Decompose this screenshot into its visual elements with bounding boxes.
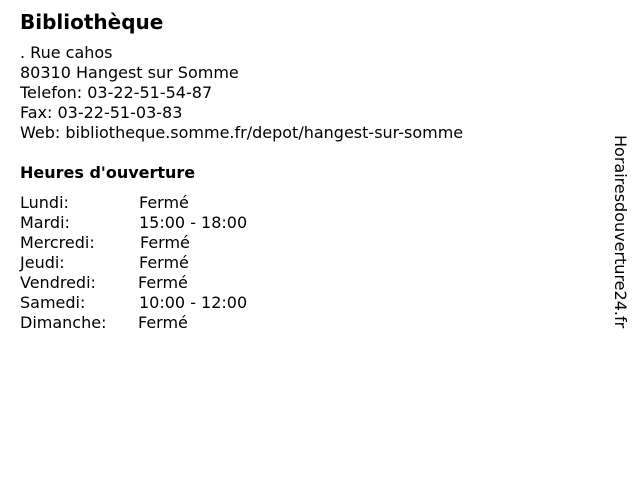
day-hours: Fermé xyxy=(139,193,189,212)
day-hours: 15:00 - 18:00 xyxy=(139,213,248,232)
day-label: Vendredi: xyxy=(20,273,96,292)
hours-row-friday xyxy=(20,273,580,293)
hours-row-tuesday xyxy=(20,213,580,233)
hours-row-wednesday xyxy=(20,233,580,253)
address-block xyxy=(20,43,580,143)
street-address: . Rue cahos xyxy=(20,43,113,62)
opening-hours-heading: Heures d'ouverture xyxy=(20,163,196,182)
fax-number: Fax: 03-22-51-03-83 xyxy=(20,103,183,122)
hours-row-saturday xyxy=(20,293,580,313)
phone-number: Telefon: 03-22-51-54-87 xyxy=(20,83,213,102)
day-hours: Fermé xyxy=(140,233,190,252)
city-line: 80310 Hangest sur Somme xyxy=(20,63,239,82)
opening-hours-table xyxy=(20,193,580,333)
day-hours: Fermé xyxy=(138,273,188,292)
website-line: Web: bibliotheque.somme.fr/depot/hangest-sur-somme xyxy=(20,123,464,142)
hours-row-sunday xyxy=(20,313,580,333)
page-title: Bibliothèque xyxy=(20,10,164,34)
day-label: Dimanche: xyxy=(20,313,107,332)
day-label: Lundi: xyxy=(20,193,69,212)
day-hours: Fermé xyxy=(138,313,188,332)
site-watermark: Horairesdouverture24.fr xyxy=(611,135,630,329)
day-label: Mardi: xyxy=(20,213,70,232)
day-label: Samedi: xyxy=(20,293,86,312)
day-label: Mercredi: xyxy=(20,233,95,252)
day-hours: Fermé xyxy=(139,253,189,272)
hours-row-monday xyxy=(20,193,580,213)
hours-row-thursday xyxy=(20,253,580,273)
day-hours: 10:00 - 12:00 xyxy=(139,293,248,312)
library-info-card xyxy=(20,10,580,333)
day-label: Jeudi: xyxy=(20,253,65,272)
